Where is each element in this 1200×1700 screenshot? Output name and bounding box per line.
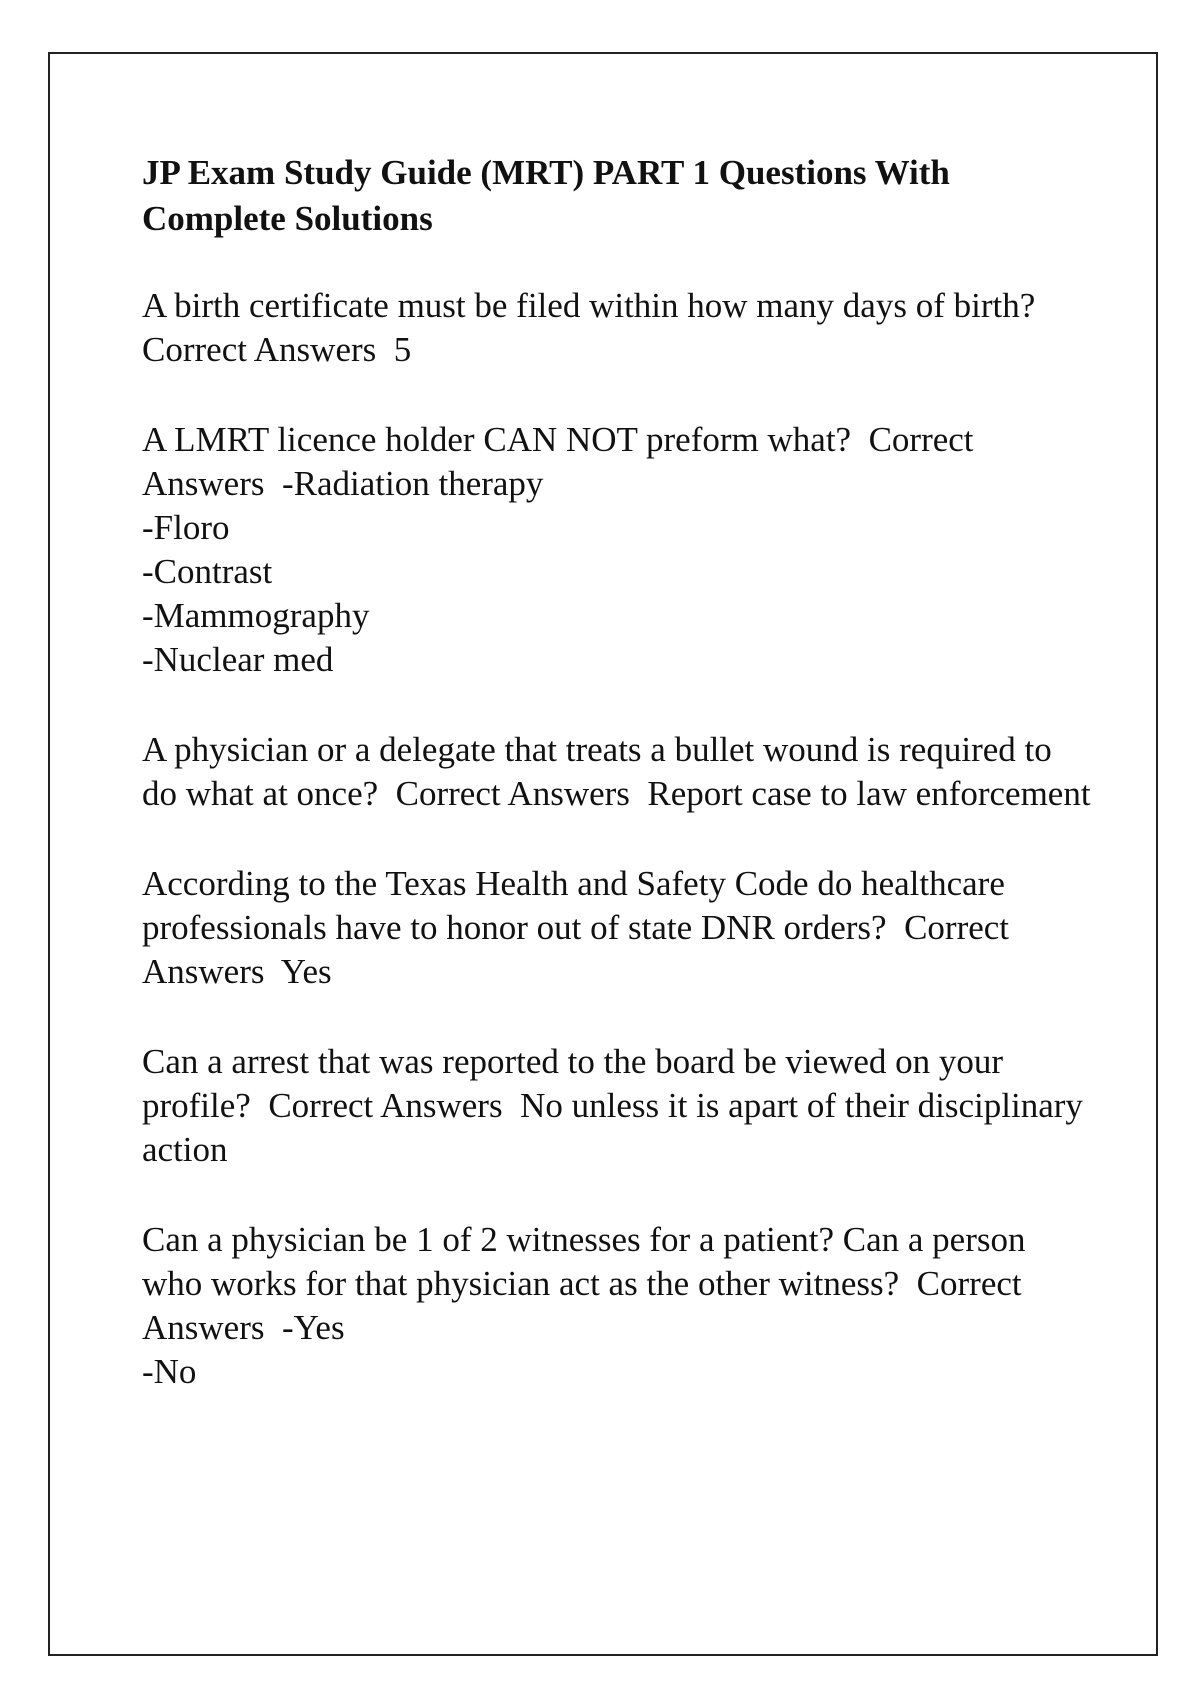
question-text: Can a physician be 1 of 2 witnesses for a patient? Can a person who works for that physician act as the other witness? [142, 1220, 1026, 1303]
qa-text [142, 728, 1092, 816]
answer-text: Yes [280, 952, 332, 991]
answer-list-item: -Mammography [142, 596, 370, 635]
answer-list-item: -Floro [142, 508, 230, 547]
qa-text [142, 1218, 1092, 1350]
answer-list-item: -Contrast [142, 552, 273, 591]
qa-text [142, 418, 1092, 506]
qa-text [142, 862, 1092, 994]
answer-label: Correct Answers [142, 420, 974, 503]
document-content [142, 150, 1092, 1440]
answer-label: Correct Answers [395, 774, 630, 813]
document-title: JP Exam Study Guide (MRT) PART 1 Questions With Complete Solutions [142, 153, 950, 238]
question-text: Can a arrest that was reported to the board be viewed on your profile? [142, 1042, 1004, 1125]
qa-item [142, 862, 1092, 994]
qa-item [142, 1040, 1092, 1172]
answer-text: -Radiation therapy [281, 464, 544, 503]
question-text: A physician or a delegate that treats a bullet wound is required to do what at once? [142, 730, 1052, 813]
qa-item [142, 418, 1092, 682]
question-text: A LMRT licence holder CAN NOT preform what? [142, 420, 852, 459]
answer-text: 5 [393, 330, 412, 369]
answer-list-item: -No [142, 1352, 197, 1391]
qa-item [142, 728, 1092, 816]
qa-item [142, 1218, 1092, 1394]
answer-label: Correct Answers [268, 1086, 503, 1125]
qa-text [142, 284, 1092, 372]
qa-item [142, 284, 1092, 372]
answer-text: Report case to law enforcement [647, 774, 1091, 813]
answer-text: No unless it is apart of their disciplinary action [142, 1086, 1083, 1169]
answer-label: Correct Answers [142, 1264, 1022, 1347]
question-text: A birth certificate must be filed within how many days of birth? [142, 286, 1036, 325]
question-text: According to the Texas Health and Safety Code do healthcare professionals have to honor out of state DNR orders? [142, 864, 1005, 947]
answer-label: Correct Answers [142, 330, 377, 369]
answer-text: -Yes [281, 1308, 345, 1347]
answer-list-item: -Nuclear med [142, 640, 334, 679]
answer-label: Correct Answers [142, 908, 1010, 991]
qa-text [142, 1040, 1092, 1172]
